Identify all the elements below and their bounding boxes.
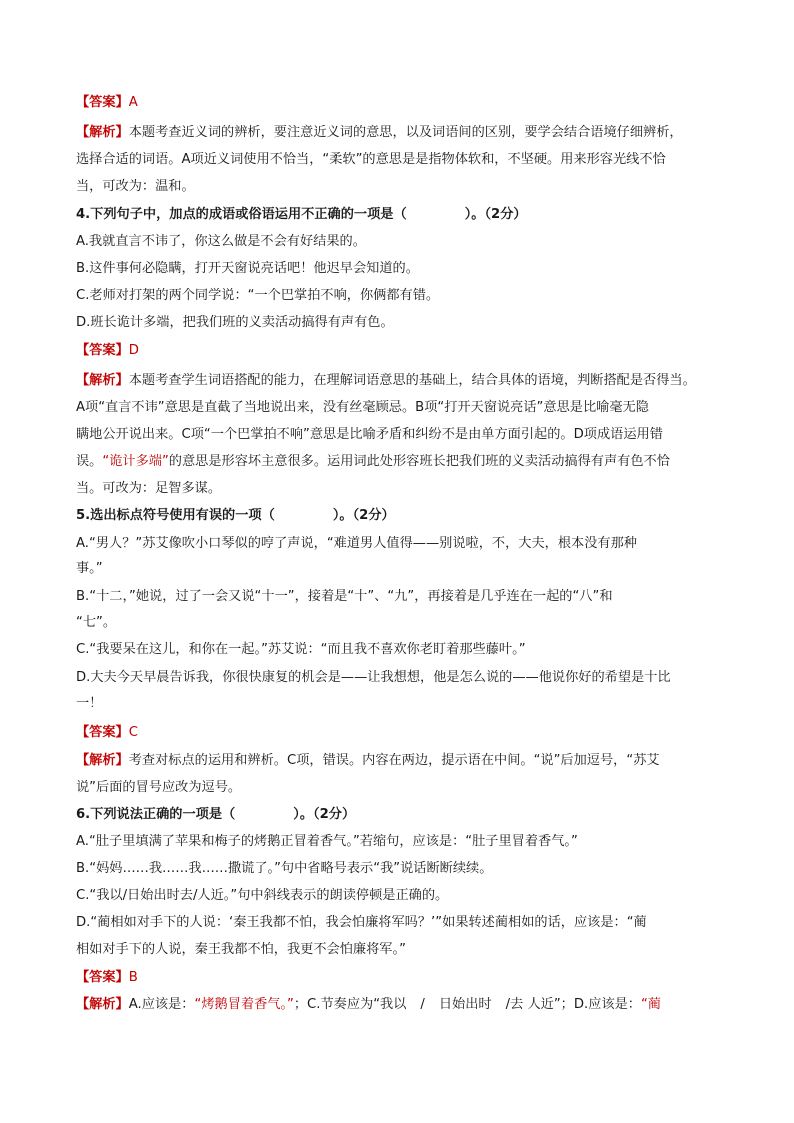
explanation-text: 本题考查近义词的辨析，要注意近义词的意思，以及词语间的区别，要学会结合语境仔细辨析，: [128, 125, 683, 140]
answer-line: [76, 724, 726, 742]
answer-label: 【答案】: [76, 970, 129, 985]
answer-value: A: [128, 95, 138, 110]
option-a: A.“男人？”苏艾像吹小口琴似的哼了声说，“难道男人值得——别说啦，不，大夫，根本没有那种: [76, 536, 637, 551]
option-b: B.这件事何必隐瞒，打开天窗说亮话吧！他迟早会知道的。: [76, 261, 419, 276]
option-a: A.“肚子里填满了苹果和梅子的烤鹅正冒着香气。”若缩句，应该是：“肚子里冒着香气。”: [76, 834, 578, 849]
corrected-sentence: “烤鹅冒着香气。”: [194, 997, 294, 1012]
option-c: C.“我要呆在这儿，和你在一起。”苏艾说：“而且我不喜欢你老盯着那些藤叶。”: [76, 642, 526, 657]
option-c: C.“我以/日始出时去/人近。”句中斜线表示的朗读停顿是正确的。: [76, 888, 449, 903]
option-d: D.班长诡计多端，把我们班的义卖活动搞得有声有色。: [76, 315, 394, 330]
explanation-line: 【解析】A.应该是：“烤鹅冒着香气。”；C.节奏应为“我以 / 日始出时 /去 人近”；D.应该是：“蔺: [76, 997, 661, 1012]
explanation-label: 【解析】: [76, 373, 129, 388]
option-b: B.“十二，”她说，过了一会又说“十一”，接着是“十”、“九”，再接着是几乎连在一起的“八”和: [76, 589, 613, 604]
explanation-text: 考查对标点的运用和辨析。C项，错误。内容在两边，提示语在中间。“说”后加逗号，“苏艾: [128, 753, 660, 768]
option-d-cont: 相如对手下的人说，秦王我都不怕，我更不会怕廉将军。”: [76, 942, 406, 957]
explanation-line: 选择合适的词语。A项近义词使用不恰当，“柔软”的意思是是指物体软和，不坚硬。用来形容光线不恰: [76, 152, 666, 167]
explanation-line: A项“直言不讳”意思是直截了当地说出来，没有丝毫顾忌。B项“打开天窗说亮话”意思是比喻毫无隐: [76, 400, 649, 415]
option-d: D.大夫今天早晨告诉我，你很快康复的机会是——让我想想，他是怎么说的——他说你好的希望是十比: [76, 670, 671, 685]
question-6-title: 6.下列说法正确的一项是（ ）。（2分）: [76, 807, 356, 822]
question-4-title: 4.下列句子中，加点的成语或俗语运用不正确的一项是（ ）。（2分）: [76, 207, 527, 222]
highlighted-idiom: “诡计多端”: [102, 454, 169, 469]
explanation-line: [76, 124, 726, 142]
explanation-line: 说”后面的冒号应改为逗号。: [76, 780, 242, 795]
option-c: C.老师对打架的两个同学说：“一个巴掌拍不响，你俩都有错。: [76, 288, 440, 303]
answer-line: [76, 969, 726, 987]
option-d: D.“蔺相如对手下的人说：‘秦王我都不怕，我会怕廉将军吗？’”如果转述蔺相如的话，应该是：“蔺: [76, 915, 647, 930]
explanation-line: 误。“诡计多端”的意思是形容坏主意很多。运用词此处形容班长把我们班的义卖活动搞得有声有色不恰: [76, 454, 670, 469]
question-5-title: 5.选出标点符号使用有误的一项（ ）。（2分）: [76, 508, 395, 523]
explanation-label: 【解析】: [76, 997, 129, 1012]
option-b: B.“妈妈……我……我……撒谎了。”句中省略号表示“我”说话断断续续。: [76, 861, 493, 876]
answer-label: 【答案】: [76, 725, 129, 740]
explanation-line: [76, 752, 726, 770]
explanation-label: 【解析】: [76, 753, 129, 768]
explanation-line: [76, 372, 726, 390]
answer-label: 【答案】: [76, 95, 129, 110]
corrected-sentence: “蔺: [640, 997, 661, 1012]
answer-value: B: [128, 970, 138, 985]
option-b-cont: “七”。: [76, 615, 117, 630]
answer-line: [76, 94, 726, 112]
option-a-cont: 事。”: [76, 561, 103, 576]
explanation-text: 本题考查学生词语搭配的能力，在理解词语意思的基础上，结合具体的语境，判断搭配是否得当。: [128, 373, 696, 388]
option-d-cont: 一！: [76, 696, 103, 711]
answer-value: D: [128, 343, 139, 358]
explanation-label: 【解析】: [76, 125, 129, 140]
answer-line: [76, 342, 726, 360]
option-a: A.我就直言不讳了，你这么做是不会有好结果的。: [76, 234, 366, 249]
explanation-line: 当。可改为：足智多谋。: [76, 481, 222, 496]
explanation-line: 瞒地公开说出来。C项“一个巴掌拍不响”意思是比喻矛盾和纠纷不是由单方面引起的。D项成语运用错: [76, 427, 663, 442]
answer-value: C: [128, 725, 138, 740]
explanation-line: 当，可改为：温和。: [76, 179, 195, 194]
answer-label: 【答案】: [76, 343, 129, 358]
